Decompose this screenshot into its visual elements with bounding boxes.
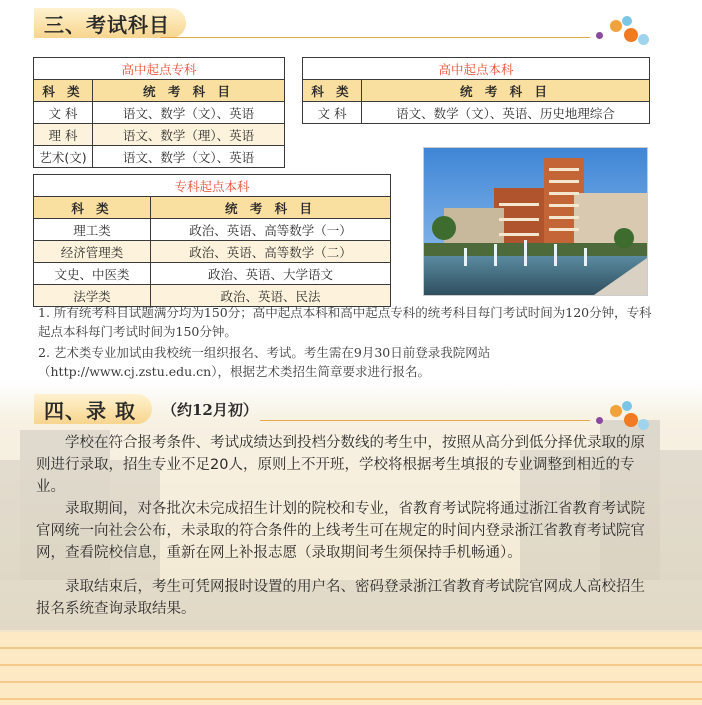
table-cell: 文史、中医类 <box>34 263 151 285</box>
table-cell: 语文、数学（文）、英语 <box>93 146 285 168</box>
section-4-subtitle: （约12月初） <box>161 400 258 419</box>
table-row <box>34 124 285 146</box>
table-cell: 艺术(文) <box>34 146 93 168</box>
column-header: 统 考 科 目 <box>151 197 391 219</box>
table-row <box>34 102 285 124</box>
campus-photo <box>423 147 648 296</box>
table-caption: 高中起点专科 <box>34 58 285 80</box>
table-caption: 专科起点本科 <box>34 175 391 197</box>
table-cell: 政治、英语、高等数学（二） <box>151 241 391 263</box>
table-cell: 法学类 <box>34 285 151 307</box>
decorative-dots-icon <box>596 399 652 431</box>
paragraph-admission-rule: 学校在符合报考条件、考试成绩达到投档分数线的考生中，按照从高分到低分择优录取的原则进行录取，招生专业不足20人，原则上不开班，学校将根据考生填报的专业调整到相近的专业。 <box>36 435 645 495</box>
table-row <box>34 263 391 285</box>
note-2: 2. 艺术类专业加试由我校统一组织报名、考试。考生需在9月30日前登录我院网站（http://www.cj.zstu.edu.cn），根据艺术类招生简章要求进行报名。 <box>38 345 491 379</box>
column-header: 统 考 科 目 <box>93 80 285 102</box>
column-header: 统 考 科 目 <box>362 80 650 102</box>
paragraph-admission-period: 录取期间，对各批次未完成招生计划的院校和专业，省教育考试院将通过浙江省教育考试院官网统一向社会公布，未录取的符合条件的上线考生可在规定的时间内登录浙江省教育考试院官网，查看院校信息，重新在网上补报志愿（录取期间考生须保持手机畅通）。 <box>36 501 645 561</box>
paragraph-admission-result: 录取结束后，考生可凭网报时设置的用户名、密码登录浙江省教育考试院官网成人高校招生报名系统查询录取结果。 <box>36 579 645 617</box>
table-cell: 语文、数学（文）、英语 <box>93 102 285 124</box>
section-3-rule <box>160 37 590 38</box>
section-4-title: 四、录 取 <box>34 394 152 424</box>
table-gaozhong-benke <box>302 57 650 124</box>
table-caption: 高中起点本科 <box>303 58 650 80</box>
decorative-dots-icon <box>596 14 652 46</box>
table-cell: 文 科 <box>303 102 362 124</box>
section-4-rule <box>260 420 590 421</box>
table-cell: 政治、英语、大学语文 <box>151 263 391 285</box>
column-header: 科 类 <box>303 80 362 102</box>
table-cell: 理 科 <box>34 124 93 146</box>
section-3-title: 三、考试科目 <box>34 8 186 38</box>
table-cell: 经济管理类 <box>34 241 151 263</box>
table-cell: 政治、英语、民法 <box>151 285 391 307</box>
table-row <box>34 146 285 168</box>
section-3-header <box>34 8 186 38</box>
table-zhuanke-qidian-benke <box>33 174 391 307</box>
table-gaozhong-zhuanke <box>33 57 285 168</box>
column-header: 科 类 <box>34 80 93 102</box>
table-cell: 语文、数学（文）、英语、历史地理综合 <box>362 102 650 124</box>
table-cell: 理工类 <box>34 219 151 241</box>
table-row <box>303 102 650 124</box>
table-cell: 语文、数学（理）、英语 <box>93 124 285 146</box>
column-header: 科 类 <box>34 197 151 219</box>
table-row <box>34 241 391 263</box>
section-4-header <box>34 394 258 424</box>
table-cell: 政治、英语、高等数学（一） <box>151 219 391 241</box>
decorative-stripes <box>0 632 702 705</box>
note-1: 1. 所有统考科目试题满分均为150分；高中起点本科和高中起点专科的统考科目每门考试时间为120分钟，专科起点本科每门考试时间为150分钟。 <box>38 305 652 339</box>
table-row <box>34 219 391 241</box>
table-cell: 文 科 <box>34 102 93 124</box>
